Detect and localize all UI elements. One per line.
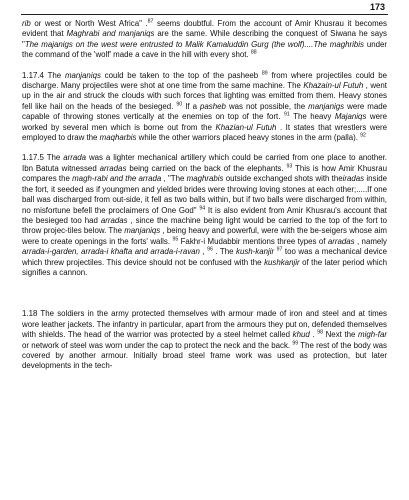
text-run: under the command of the 'wolf' made a cave in the hill with every shot. [22, 39, 387, 60]
italic-term: kushkanjir [264, 257, 300, 267]
text-run: , went up in the air and struck the clouds with such forces that lighting was emitted from them. Heavy stones fell like hail on the heads of the besieged. [22, 81, 388, 111]
body-text [22, 19, 387, 372]
text-run: 1.17.4 The [22, 70, 65, 80]
footnote-ref: 90 [176, 101, 183, 108]
text-run: The rest of the body was covered by another armour. Initially broad steel frame work was used as protection, but later developments in the tech- [22, 340, 387, 371]
italic-term: arradas [327, 236, 355, 246]
italic-term: iradas [342, 174, 365, 184]
text-run: too was a mechanical device which threw projectiles. This device should not be confused with the [22, 247, 387, 267]
footnote-ref: 99 [292, 339, 299, 346]
italic-term: manjaniqs [124, 226, 161, 236]
italic-term: Khazian-ul Futuh [215, 122, 277, 132]
paragraph-gap [22, 143, 387, 153]
italic-term: magh-rabi and the arrada [72, 174, 162, 184]
text-run: being carried on the back of the elephants. [126, 163, 287, 173]
text-run: , since the machine being light would be carried to the top of the fort to throw projec-tiles below. The [22, 215, 388, 236]
text-run: . [309, 330, 318, 340]
paragraph-gap [22, 61, 387, 71]
italic-term: arrada-i-garden, arrada-i khafta and arrada-i-ravan [22, 247, 200, 257]
text-run: are the same. While describing the conquest of Siwana he says " [22, 29, 387, 49]
italic-term: arrada [63, 153, 87, 163]
italic-term: pasheb [200, 101, 226, 111]
text-run: or west or North West Africa" . [30, 19, 148, 28]
footnote-ref: 89 [261, 70, 268, 77]
text-run: seems doubtful. From the account of Amir Khusrau it becomes evident that [22, 19, 387, 39]
text-run: were worked by several men which is borne out from the [22, 112, 388, 132]
italic-term: manjaniqs [64, 70, 101, 80]
page-number: 173 [369, 2, 385, 12]
text-run: were made capable of throwing stones vertically at the enemies on top of the fort. [22, 101, 387, 122]
italic-term: maqharbis [99, 133, 137, 143]
text-run: , namely [354, 236, 387, 246]
footnote-ref: 93 [286, 163, 293, 170]
footnote-ref: 96 [207, 246, 213, 253]
footnote-ref: 94 [199, 204, 206, 211]
text-run: or network of steel was worn under the cap to protect the neck and the back. [22, 340, 293, 350]
paragraph-1-18 [22, 309, 387, 371]
text-run: , being heavy and powerful, were with the be-seigers whose aim were to create openings in the forts' walls. [22, 226, 387, 246]
italic-term: migh-far [358, 330, 387, 340]
text-run: of the later period which signifies a cannon. [22, 257, 387, 277]
text-run: Fakhr-i Mudabbir mentions three types of [178, 236, 328, 246]
italic-term: khud [292, 330, 310, 340]
footnote-ref: 95 [172, 236, 179, 243]
text-run: The heavy [289, 112, 335, 122]
text-run: 1.18 The soldiers in the army protected themselves with armour made of iron and steel and at times wore leather jackets. The infantry in particular, apart from the armours they put on, defended themselves with shields. The head of the warrior was protected by a steel helmet called [22, 309, 387, 340]
footnote-ref: 87 [147, 18, 154, 25]
text-run: If a [182, 101, 201, 111]
footnote-ref: 97 [276, 246, 283, 253]
text-run: Next the [323, 330, 359, 340]
text-run: inside the fort, it seeded as if youngmen and yielded brides were throwing loving stones at each other;.....If one ball was discharged from out-side, it fell as two balls within, but if two balls were discharged from within, no misfortune befell the proclaimers of One God" [22, 174, 387, 215]
italic-term: manjanigs [308, 101, 345, 111]
footnote-ref: 91 [283, 111, 290, 118]
text-run: outside exchanged shots with the [223, 174, 343, 184]
text-run: . The [212, 247, 236, 257]
text-run: , "The [161, 174, 187, 184]
text-run: . It states that wrestlers were employed to draw the [22, 122, 387, 143]
footnote-ref: 92 [360, 132, 366, 139]
section-gap [22, 278, 387, 309]
text-run: This is how Amir Khusrau compares the [22, 163, 387, 184]
italic-term: arradas [99, 163, 127, 173]
italic-term: arradas [100, 215, 128, 225]
italic-term: The majanigs on the west were entrusted to Malik Kamaluddin Gurg (the wolf)....The maghribis [24, 39, 364, 49]
text-run: , [199, 247, 208, 257]
text-run: while the other warriors placed heavy stones in the arm (palla). [136, 133, 361, 143]
italic-term: kush-kanjir [236, 247, 275, 257]
italic-term: Majaniqs [334, 112, 367, 122]
text-run: It is also evident from Amir Khusrau's account that the besieged too had [22, 205, 387, 225]
paragraph-1-17-5 [22, 153, 387, 278]
text-run: could be taken to the top of the pasheeb [100, 70, 262, 80]
paragraph-1-17-4 [22, 71, 387, 144]
text-run: was not possible, the [225, 101, 309, 111]
italic-term: Maghrabi and manjaniqs [66, 29, 155, 39]
italic-term: Khazain-ul Futuh [303, 81, 364, 91]
footnote-ref: 88 [250, 49, 257, 56]
text-run: from where projectiles could be discharge. Many projectiles were shot at one time from the same machine. The [22, 70, 387, 91]
footnote-ref: 98 [317, 329, 323, 336]
italic-term: maghrabis [186, 174, 224, 184]
header-rule [21, 14, 388, 15]
text-run: 1.17.5 The [22, 153, 64, 163]
text-run: was a lighter mechanical artillery which could be carried from one place to another. Ibn Batuta witnessed [22, 153, 387, 173]
paragraph-intro [22, 19, 387, 61]
italic-term: rib [22, 19, 31, 28]
